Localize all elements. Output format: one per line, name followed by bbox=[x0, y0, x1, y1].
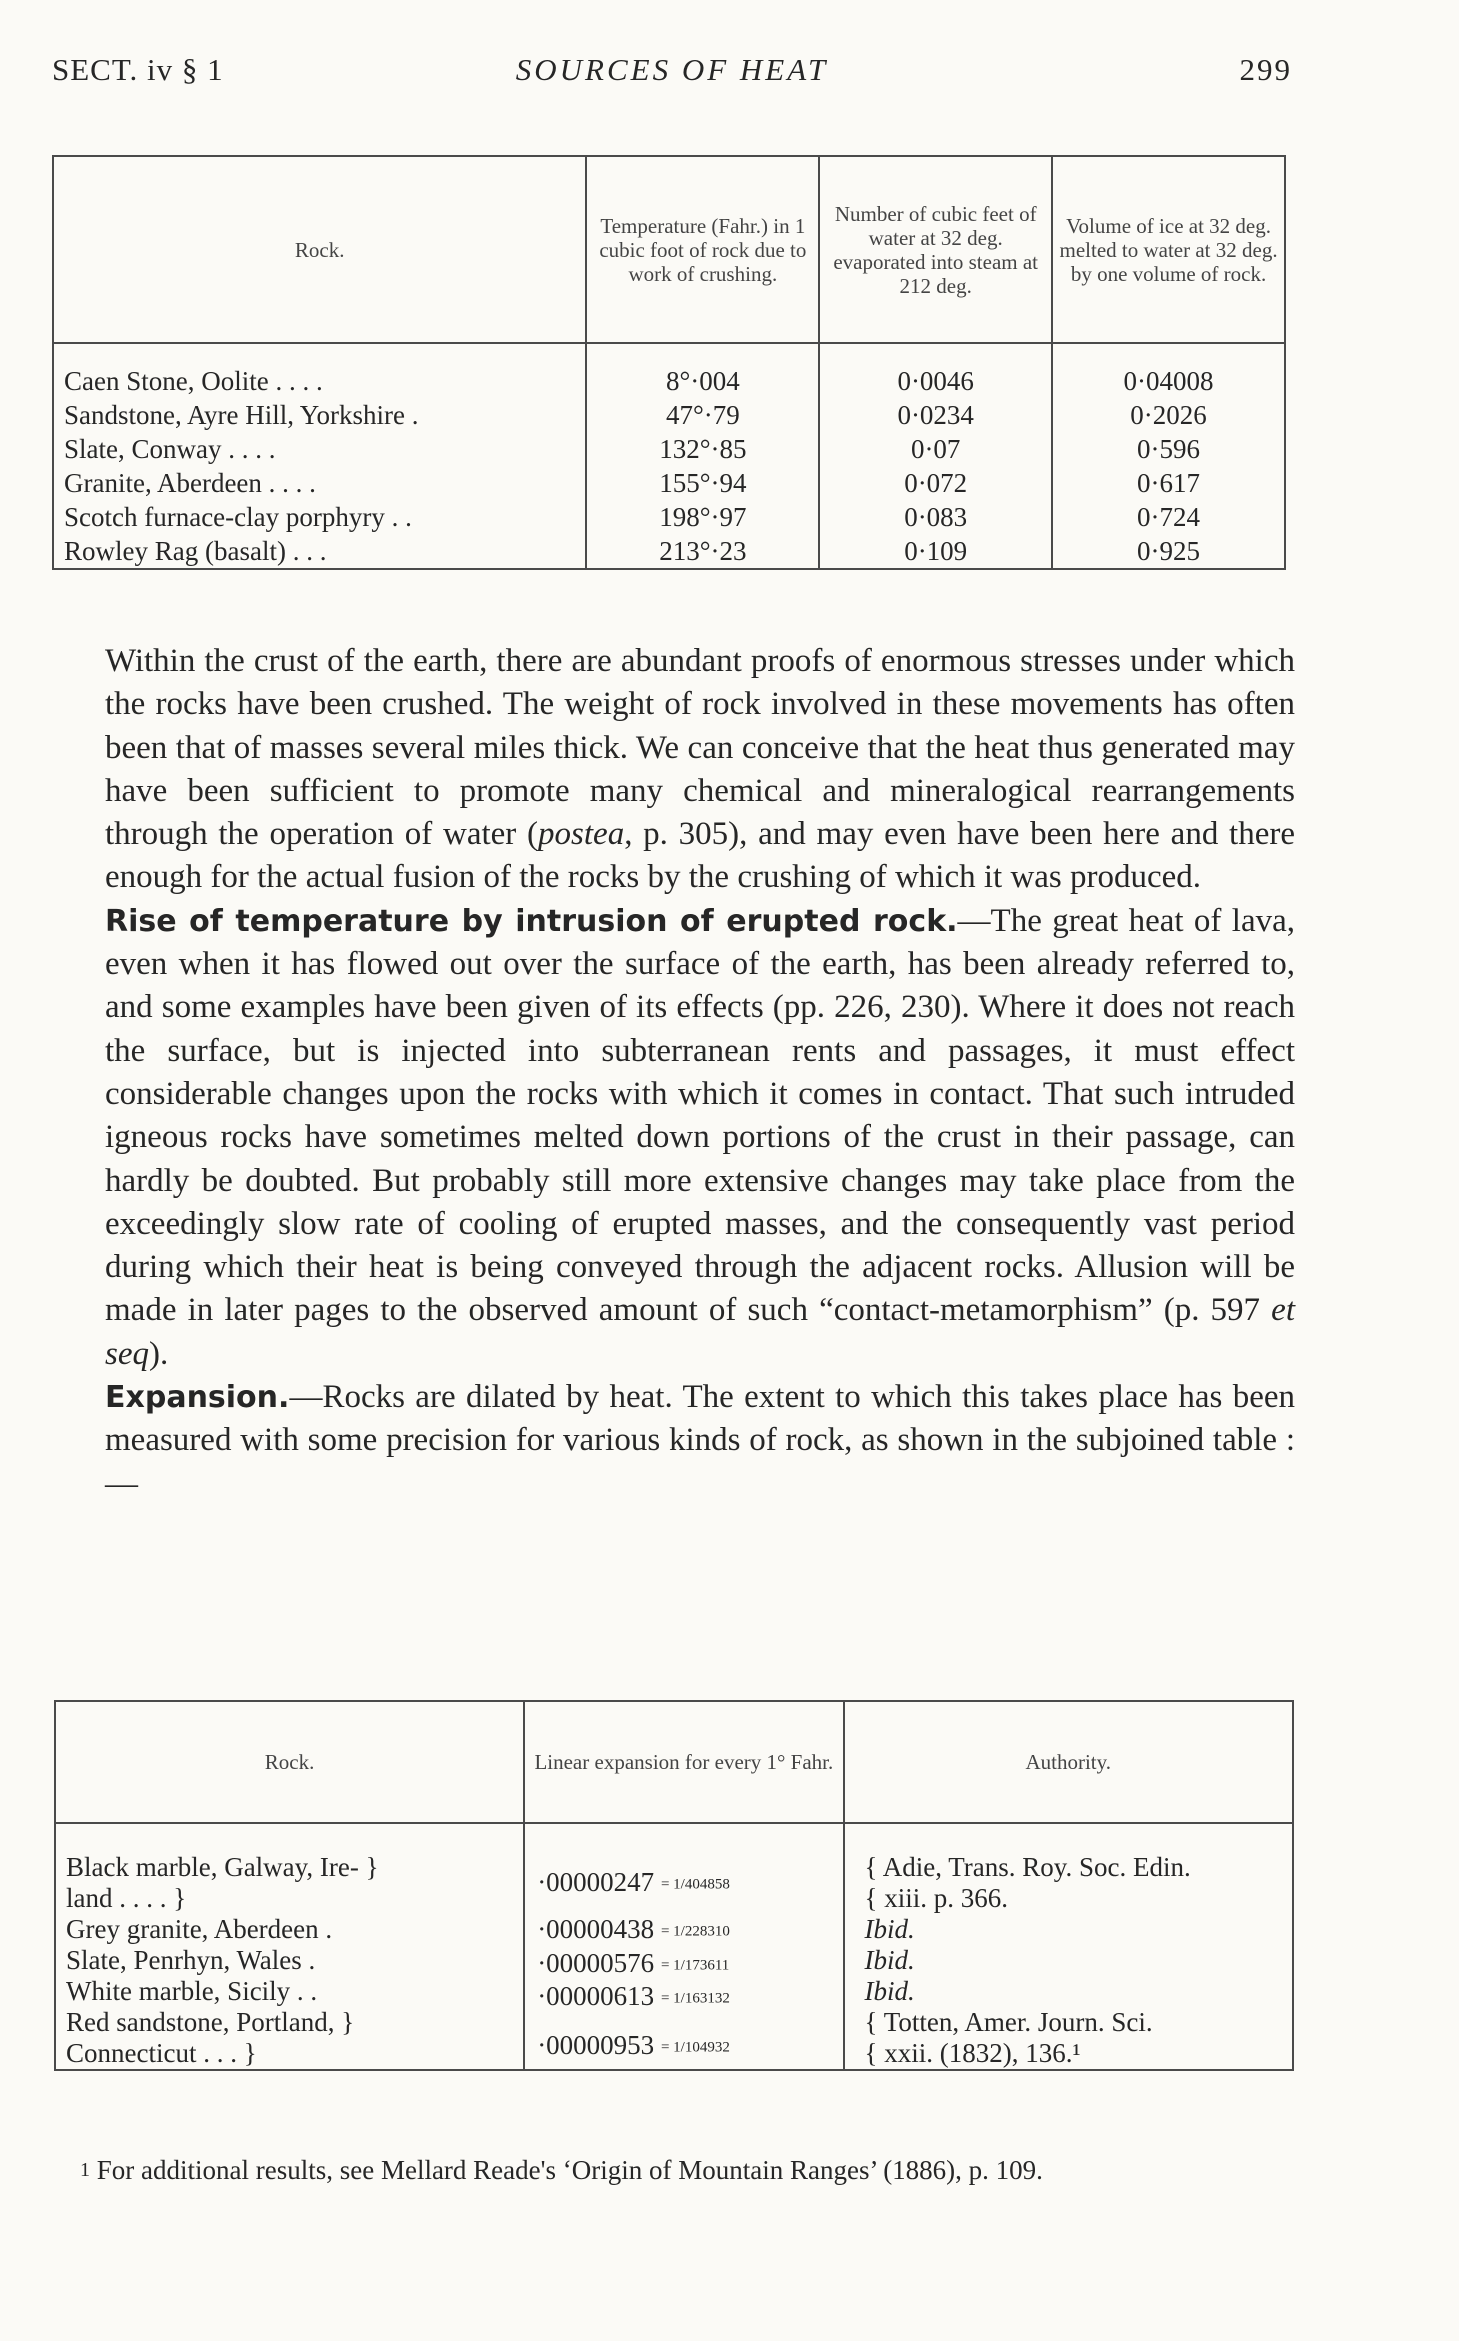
list-item: 47°·79 bbox=[665, 400, 740, 430]
col-temperature-header: Temperature (Fahr.) in 1 cubic foot of rock due to work of crushing. bbox=[586, 156, 819, 343]
section-heading: Rise of temperature by intrusion of erupted rock. bbox=[105, 903, 958, 939]
list-item: White marble, Sicily . . bbox=[66, 1976, 318, 2006]
list-item: 0·724 bbox=[1137, 502, 1201, 532]
list-item: 213°·23 bbox=[659, 536, 747, 566]
list-item: ·00000953 = 1/104932 bbox=[537, 2030, 730, 2061]
list-item: 0·2026 bbox=[1130, 400, 1207, 430]
list-item: 8°·004 bbox=[665, 366, 740, 396]
list-item: 0·0234 bbox=[897, 400, 974, 430]
footnote-text: For additional results, see Mellard Reade's ‘Origin of Mountain Ranges’ (1886), p. 109. bbox=[96, 2155, 1043, 2185]
table-header-row bbox=[53, 156, 1285, 343]
section-label: SECT. iv § 1 bbox=[52, 52, 224, 87]
table-body-row bbox=[53, 343, 1285, 569]
authority-column bbox=[844, 1823, 1293, 2070]
col-rock-header: Rock. bbox=[55, 1701, 524, 1823]
list-item: Ibid. bbox=[864, 1945, 915, 1975]
list-item: ·00000247 = 1/404858 bbox=[537, 1867, 730, 1897]
water-column bbox=[819, 343, 1052, 569]
list-item: 155°·94 bbox=[659, 468, 747, 498]
running-title: SOURCES OF HEAT bbox=[515, 52, 829, 87]
footnote bbox=[80, 2150, 1295, 2190]
col-authority-header: Authority. bbox=[844, 1701, 1293, 1823]
list-item: Slate, Penrhyn, Wales . bbox=[66, 1945, 316, 1975]
list-item: Grey granite, Aberdeen . bbox=[66, 1914, 333, 1944]
list-item: 0·596 bbox=[1137, 434, 1201, 464]
list-item: { xxii. (1832), 136.¹ bbox=[864, 2038, 1081, 2068]
list-item: 132°·85 bbox=[659, 434, 747, 464]
list-item: 0·0046 bbox=[897, 366, 974, 396]
footnote-marker: 1 bbox=[80, 2159, 90, 2181]
list-item: 0·617 bbox=[1137, 468, 1201, 498]
list-item: ·00000438 = 1/228310 bbox=[537, 1914, 730, 1945]
rock-column bbox=[53, 343, 586, 569]
list-item: 0·925 bbox=[1137, 536, 1201, 566]
list-item: 0·109 bbox=[904, 536, 968, 566]
table-header-row bbox=[55, 1701, 1293, 1823]
crushing-heat-table bbox=[52, 155, 1286, 570]
section-heading: Expansion. bbox=[105, 1380, 290, 1416]
body-text bbox=[105, 640, 1295, 1506]
expansion-table bbox=[54, 1700, 1294, 2071]
list-item: Granite, Aberdeen . . . . bbox=[64, 468, 316, 498]
list-item: ·00000613 = 1/163132 bbox=[537, 1980, 730, 2011]
list-item: Red sandstone, Portland, } bbox=[66, 2007, 355, 2037]
paragraph-expansion: Expansion.—Rocks are dilated by heat. The extent to which this takes place has been measured with some precision for various kinds of rock, as shown in the subjoined table :— bbox=[105, 1379, 1295, 1502]
list-item: Caen Stone, Oolite . . . . bbox=[64, 366, 323, 396]
list-item: 198°·97 bbox=[659, 502, 747, 532]
page-header bbox=[52, 52, 1292, 92]
list-item: Connecticut . . . } bbox=[66, 2038, 257, 2068]
list-item: 0·07 bbox=[910, 434, 961, 464]
col-ice-header: Volume of ice at 32 deg. melted to water at 32 deg. by one volume of rock. bbox=[1052, 156, 1285, 343]
temperature-column bbox=[586, 343, 819, 569]
list-item: Black marble, Galway, Ire- } bbox=[66, 1852, 379, 1882]
page-number: 299 bbox=[1239, 52, 1292, 87]
list-item: 0·04008 bbox=[1123, 366, 1214, 396]
list-item: Slate, Conway . . . . bbox=[64, 434, 276, 464]
list-item: { xiii. p. 366. bbox=[864, 1883, 1009, 1913]
list-item: Scotch furnace-clay porphyry . . bbox=[64, 502, 412, 532]
paragraph-crust-stresses: Within the crust of the earth, there are abundant proofs of enormous stresses under which the rocks have been crushed. The weight of rock involved in these movements has often been that of masses several miles thick. We can conceive that the heat thus generated may have been sufficient to promote many chemical and mineralogical rearrangements through the operation of water (postea, p. 305), and may even have been here and there enough for the actual fusion of the rocks by the crushing of which it was produced. bbox=[105, 643, 1296, 896]
list-item: 0·083 bbox=[904, 502, 968, 532]
list-item: Sandstone, Ayre Hill, Yorkshire . bbox=[64, 400, 419, 430]
list-item: { Totten, Amer. Journ. Sci. bbox=[864, 2007, 1153, 2037]
col-expansion-header: Linear expansion for every 1° Fahr. bbox=[524, 1701, 843, 1823]
paragraph-intrusion: Rise of temperature by intrusion of erupted rock.—The great heat of lava, even when it has flowed out over the surface of the earth, has been already referred to, and some examples have been given of its effects (pp. 226, 230). Where it does not reach the surface, but is injected into subterranean rents and passages, it must effect considerable changes upon the rocks with which it comes in contact. That such intruded igneous rocks have sometimes melted down portions of the crust in their passage, can hardly be doubted. But probably still more extensive changes may take place from the exceedingly slow rate of cooling of erupted masses, and the consequently vast period during which their heat is being conveyed through the adjacent rocks. Allusion will be made in later pages to the observed amount of such “contact-metamorphism” (p. 597 et seq). bbox=[105, 902, 1295, 1372]
expansion-column bbox=[524, 1823, 843, 2070]
list-item: Rowley Rag (basalt) . . . bbox=[64, 536, 327, 566]
ice-column bbox=[1052, 343, 1285, 569]
rock-column bbox=[55, 1823, 524, 2070]
list-item: ·00000576 = 1/173611 bbox=[537, 1947, 730, 1978]
list-item: { Adie, Trans. Roy. Soc. Edin. bbox=[864, 1852, 1191, 1882]
table-body-row bbox=[55, 1823, 1293, 2070]
list-item: land . . . . } bbox=[66, 1883, 187, 1913]
list-item: 0·072 bbox=[904, 468, 968, 498]
col-rock-header: Rock. bbox=[53, 156, 586, 343]
list-item: Ibid. bbox=[864, 1976, 915, 2006]
list-item: Ibid. bbox=[864, 1914, 915, 1944]
col-water-header: Number of cubic feet of water at 32 deg. evaporated into steam at 212 deg. bbox=[819, 156, 1052, 343]
